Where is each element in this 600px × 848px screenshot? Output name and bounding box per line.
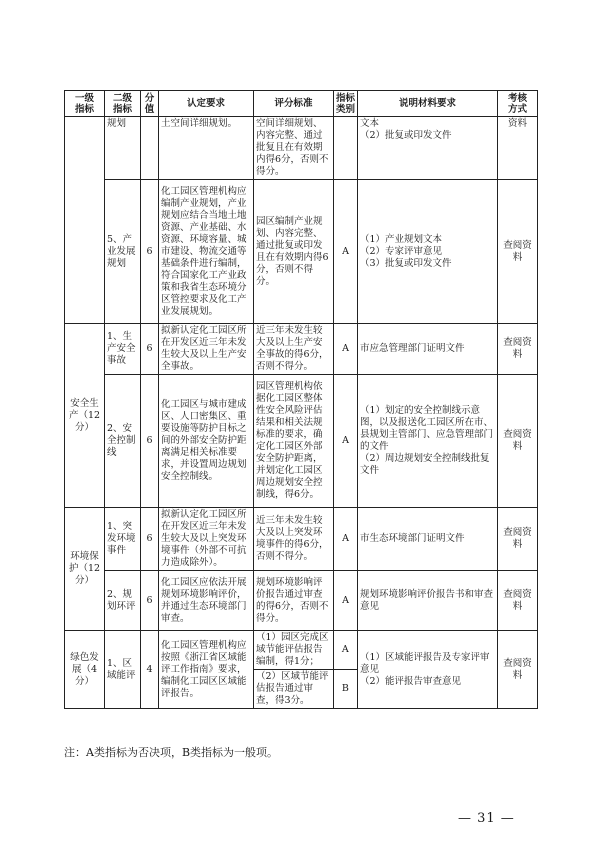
criteria-cell: 园区编制产业规划、内容完整、通过批复或印发且在有效期内得6分，否则不得分。 <box>254 180 334 324</box>
score-cell <box>141 117 159 180</box>
criteria-cell-a: （1）园区完成区域节能评估报告编制，得1分； <box>254 631 333 670</box>
table-row <box>65 324 538 375</box>
materials-cell: 市生态环境部门证明文件 <box>358 508 498 571</box>
method-cell: 查阅资料 <box>498 180 538 324</box>
materials-cell: 市应急管理部门证明文件 <box>358 324 498 375</box>
score-cell: 6 <box>141 324 159 375</box>
table-row <box>65 571 538 631</box>
evaluation-table <box>64 90 538 709</box>
criteria-cell-b: （2）区域节能评估报告通过审查，得3分。 <box>254 670 333 709</box>
category-cell: A <box>334 324 358 375</box>
method-cell: 资料 <box>498 117 538 180</box>
criteria-cell: 空间详细规划、内容完整、通过批复且在有效期内得6分，否则不得分。 <box>254 117 334 180</box>
level2-cell: 1、突发环境事件 <box>105 508 141 571</box>
category-cell: A <box>334 180 358 324</box>
method-cell: 查阅资料 <box>498 508 538 571</box>
header-category: 指标 类别 <box>334 91 358 117</box>
header-score: 分 值 <box>141 91 159 117</box>
score-cell: 6 <box>141 180 159 324</box>
category-cell: A <box>334 375 358 508</box>
score-cell: 6 <box>141 375 159 508</box>
table-header-row <box>65 91 538 117</box>
requirement-cell: 土空间详细规划。 <box>159 117 254 180</box>
requirement-cell: 拟新认定化工园区所在开发区近三年未发生较大及以上生产安全事故。 <box>159 324 254 375</box>
level1-cell <box>65 117 105 324</box>
score-cell: 4 <box>141 631 159 709</box>
table-row <box>65 631 538 709</box>
level2-cell: 1、区域能评 <box>105 631 141 709</box>
category-cell-b: B <box>341 683 349 694</box>
criteria-cell: 园区管理机构依据化工园区整体性安全风险评估结果和相关法规标准的要求，确定化工园区外部安全防护距离，并划定化工园区周边规划安全控制线，得6分。 <box>254 375 334 508</box>
criteria-split-cell <box>254 631 358 709</box>
category-cell <box>334 117 358 180</box>
criteria-cell: 近三年未发生较大及以上生产安全事故的得6分，否则不得分。 <box>254 324 334 375</box>
header-requirement: 认定要求 <box>159 91 254 117</box>
header-method: 考核 方式 <box>498 91 538 117</box>
header-level2: 二级 指标 <box>105 91 141 117</box>
materials-cell: 文本 （2）批复或印发文件 <box>358 117 498 180</box>
score-cell: 6 <box>141 508 159 571</box>
method-cell: 查阅资料 <box>498 631 538 709</box>
requirement-cell: 化工园区应依法开展规划环境影响评价，并通过生态环境部门审查。 <box>159 571 254 631</box>
table-row <box>65 180 538 324</box>
page-number: — 31 — <box>458 811 515 826</box>
level1-cell: 安全生产（12分） <box>65 324 105 508</box>
level2-cell: 1、生产安全事故 <box>105 324 141 375</box>
level1-cell: 环境保护（12分） <box>65 508 105 631</box>
requirement-cell: 化工园区管理机构应编制产业规划，产业规划应结合当地土地资源、产业基础、水资源、环境容量、城市建设、物流交通等基础条件进行编制，符合国家化工产业政策和我省生态环境分区管控要求及化工产业发展规划。 <box>159 180 254 324</box>
level1-cell: 绿色发展（4分） <box>65 631 105 709</box>
table-row <box>65 117 538 180</box>
table-row <box>65 375 538 508</box>
requirement-cell: 化工园区与城市建成区、人口密集区、重要设施等防护目标之间的外部安全防护距离满足相关标准要求，并设置周边规划安全控制线。 <box>159 375 254 508</box>
method-cell: 查阅资料 <box>498 375 538 508</box>
category-cell: A <box>334 508 358 571</box>
method-cell: 查阅资料 <box>498 571 538 631</box>
score-cell: 6 <box>141 571 159 631</box>
header-level1: 一级 指标 <box>65 91 105 117</box>
materials-cell: （1）划定的安全控制线示意图，以及报送化工园区所在市、县规划主管部门、应急管理部门的文件 （2）周边规划安全控制线批复文件 <box>358 375 498 508</box>
category-cell: A <box>334 571 358 631</box>
criteria-cell: 近三年未发生较大及以上突发环境事件的得6分，否则不得分。 <box>254 508 334 571</box>
level2-cell: 2、安全控制线 <box>105 375 141 508</box>
footnote: 注：A类指标为否决项，B类指标为一般项。 <box>64 746 279 759</box>
requirement-cell: 化工园区管理机构应按照《浙江省区域能评工作指南》要求，编制化工园区区域能评报告。 <box>159 631 254 709</box>
materials-cell: （1）区域能评报告及专家评审意见 （2）能评报告审查意见 <box>358 631 498 709</box>
header-materials: 说明材料要求 <box>358 91 498 117</box>
level2-cell: 规划 <box>105 117 141 180</box>
level2-cell: 5、产业发展规划 <box>105 180 141 324</box>
materials-cell: （1）产业规划文本 （2）专家评审意见 （3）批复或印发文件 <box>358 180 498 324</box>
criteria-cell: 规划环境影响评价报告通过审查的得6分，否则不得分。 <box>254 571 334 631</box>
category-cell-a: A <box>333 631 357 670</box>
level2-cell: 2、规划环评 <box>105 571 141 631</box>
method-cell: 查阅资料 <box>498 324 538 375</box>
header-criteria: 评分标准 <box>254 91 334 117</box>
materials-cell: 规划环境影响评价报告书和审查意见 <box>358 571 498 631</box>
requirement-cell: 拟新认定化工园区所在开发区近三年未发生较大及以上突发环境事件（外部不可抗力造成除外）。 <box>159 508 254 571</box>
table-row <box>65 508 538 571</box>
